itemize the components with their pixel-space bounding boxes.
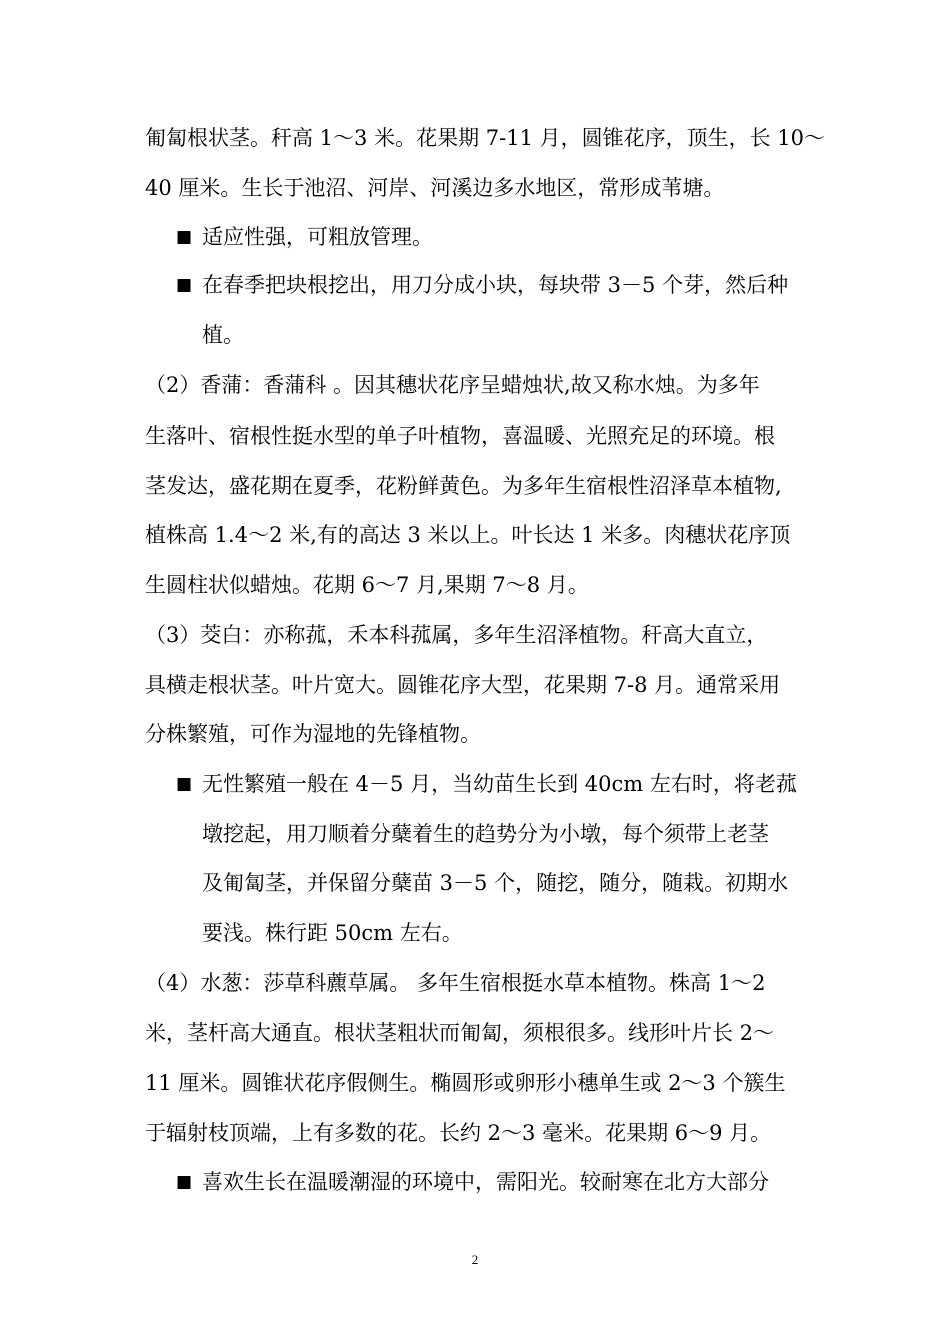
- bullet-text: 及匍匐茎，并保留分蘖苗 3－5 个，随挖，随分，随栽。初期水: [202, 871, 789, 895]
- bullet-text: 在春季把块根挖出，用刀分成小块，每块带 3－5 个芽，然后种: [202, 273, 789, 297]
- bullet-text: 喜欢生长在温暖潮湿的环境中，需阳光。较耐寒在北方大部分: [202, 1170, 769, 1194]
- text-line: 生落叶、宿根性挺水型的单子叶植物，喜温暖、光照充足的环境。根: [145, 424, 775, 448]
- text-line: 植株高 1.4～2 米,有的高达 3 米以上。叶长达 1 米多。肉穗状花序顶: [145, 523, 791, 547]
- text-line: 具横走根状茎。叶片宽大。圆锥花序大型，花果期 7-8 月。通常采用: [145, 673, 781, 697]
- section-heading-line: （3）茭白：亦称菰，禾本科菰属，多年生沼泽植物。秆高大直立，: [145, 623, 768, 647]
- page-number: 2: [471, 1252, 479, 1267]
- section-heading-line: （2）香蒲：香蒲科 。因其穗状花序呈蜡烛状,故又称水烛。为多年: [145, 373, 760, 397]
- bullet-text: 要浅。株行距 50cm 左右。: [202, 921, 463, 945]
- text-line: 11 厘米。圆锥状花序假侧生。椭圆形或卵形小穗单生或 2～3 个簇生: [145, 1071, 786, 1095]
- bullet-text: 墩挖起，用刀顺着分蘖着生的趋势分为小墩，每个须带上老茎: [202, 822, 769, 846]
- bullet-square-icon: ■: [176, 774, 193, 794]
- bullet-square-icon: ■: [176, 227, 193, 247]
- text-line: 茎发达，盛花期在夏季，花粉鲜黄色。为多年生宿根性沼泽草本植物,: [145, 474, 782, 498]
- text-line: 米，茎杆高大通直。根状茎粗状而匍匐，须根很多。线形叶片长 2～: [145, 1021, 775, 1045]
- bullet-square-icon: ■: [176, 1172, 193, 1192]
- bullet-text: 适应性强，可粗放管理。: [202, 225, 433, 249]
- text-line: 于辐射枝顶端，上有多数的花。长约 2～3 毫米。花果期 6～9 月。: [145, 1121, 772, 1145]
- text-line: 40 厘米。生长于池沼、河岸、河溪边多水地区，常形成苇塘。: [145, 176, 725, 200]
- bullet-square-icon: ■: [176, 275, 193, 295]
- text-line: 匍匐根状茎。秆高 1～3 米。花果期 7-11 月，圆锥花序，顶生，长 10～: [145, 126, 825, 150]
- text-line: 分株繁殖，可作为湿地的先锋植物。: [145, 722, 481, 746]
- bullet-text: 无性繁殖一般在 4－5 月，当幼苗生长到 40cm 左右时，将老菰: [202, 772, 797, 796]
- bullet-text: 植。: [202, 323, 244, 347]
- section-heading-line: （4）水葱：莎草科藨草属。 多年生宿根挺水草本植物。株高 1～2: [145, 971, 766, 995]
- text-line: 生圆柱状似蜡烛。花期 6～7 月,果期 7～8 月。: [145, 573, 589, 597]
